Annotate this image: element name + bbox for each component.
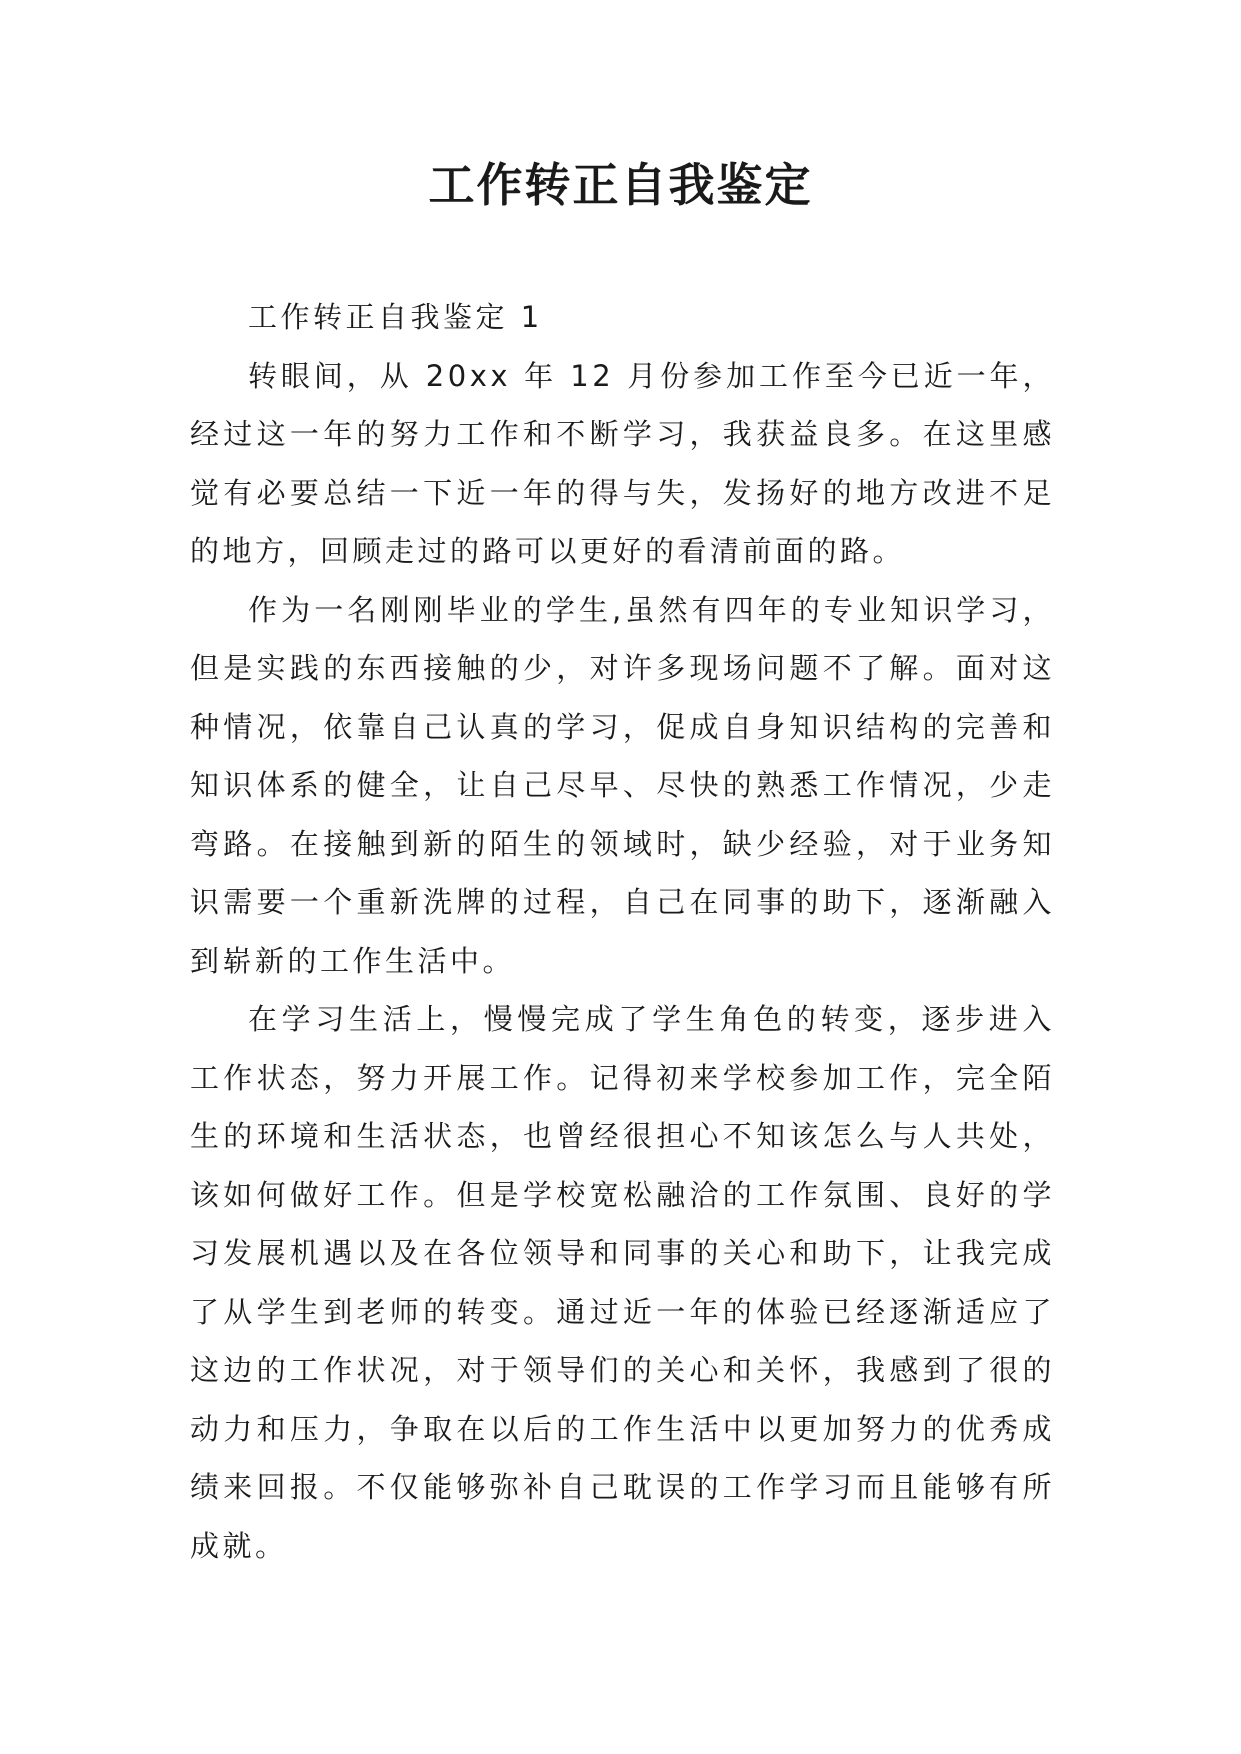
document-body [190,288,1055,1575]
paragraph-3: 在学习生活上，慢慢完成了学生角色的转变，逐步进入工作状态，努力开展工作。记得初来学校参加工作，完全陌生的环境和生活状态，也曾经很担心不知该怎么与人共处，该如何做好工作。但是学校宽松融洽的工作氛围、良好的学习发展机遇以及在各位领导和同事的关心和助下，让我完成了从学生到老师的转变。通过近一年的体验已经逐渐适应了这边的工作状况，对于领导们的关心和关怀，我感到了很的动力和压力，争取在以后的工作生活中以更加努力的优秀成绩来回报。不仅能够弥补自己耽误的工作学习而且能够有所成就。 [190,1002,1055,1563]
document-title: 工作转正自我鉴定 [428,158,813,212]
section-heading: 工作转正自我鉴定 1 [248,300,543,334]
paragraph-1: 转眼间，从 20xx 年 12 月份参加工作至今已近一年，经过这一年的努力工作和不断学习，我获益良多。在这里感觉有必要总结一下近一年的得与失，发扬好的地方改进不足的地方，回顾走过的路可以更好的看清前面的路。 [190,358,1055,568]
paragraph-2: 作为一名刚刚毕业的学生,虽然有四年的专业知识学习，但是实践的东西接触的少，对许多现场问题不了解。面对这种情况，依靠自己认真的学习，促成自身知识结构的完善和知识体系的健全，让自己尽早、尽快的熟悉工作情况，少走弯路。在接触到新的陌生的领域时，缺少经验，对于业务知识需要一个重新洗牌的过程，自己在同事的助下，逐渐融入到崭新的工作生活中。 [190,592,1055,978]
